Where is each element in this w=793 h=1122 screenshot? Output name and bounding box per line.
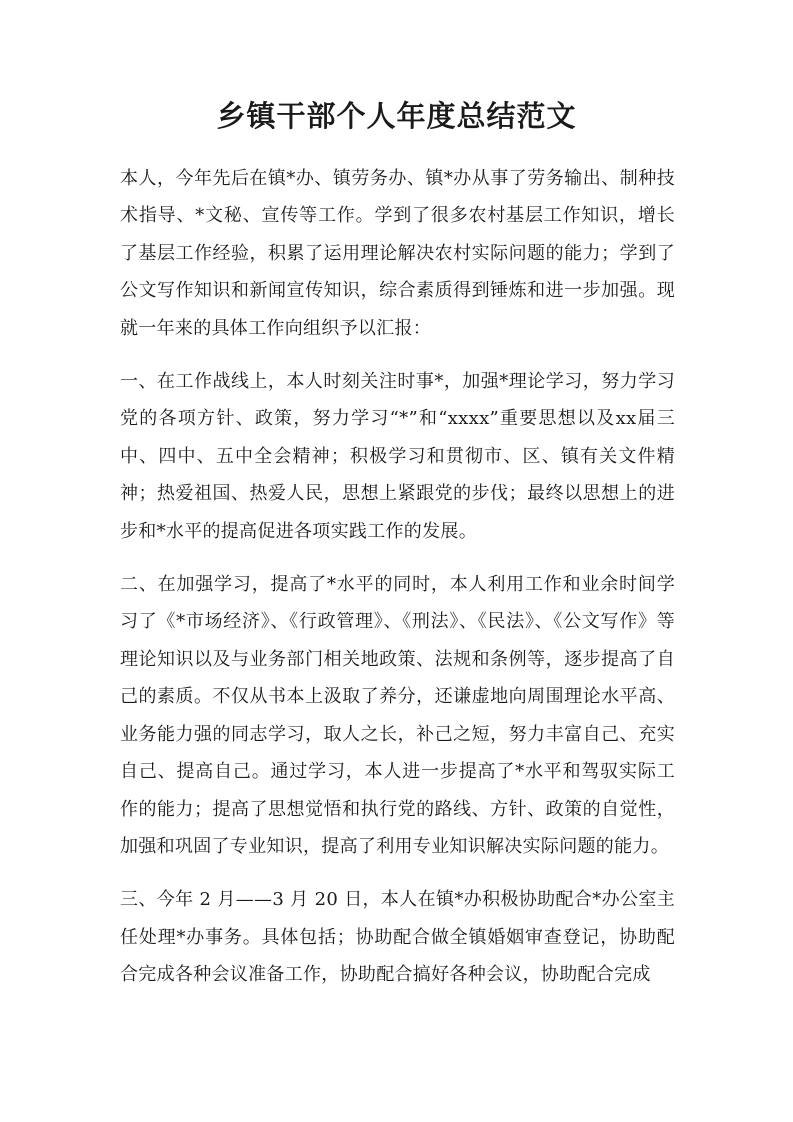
- paragraph-section-3: 三、今年 2 月——3 月 20 日，本人在镇*办积极协助配合*办公室主任处理*办事务。具体包括；协助配合做全镇婚姻审查登记，协助配合完成各种会议准备工作，协助配合搞好各种会议，协助配合完成: [120, 889, 675, 986]
- paragraph-intro: 本人，今年先后在镇*办、镇劳务办、镇*办从事了劳务输出、制种技术指导、*文秘、宣传等工作。学到了很多农村基层工作知识，增长了基层工作经验，积累了运用理论解决农村实际问题的能力；学到了公文写作知识和新闻宣传知识，综合素质得到锤炼和进一步加强。现就一年来的具体工作向组织予以汇报：: [120, 168, 675, 339]
- document-body: [120, 160, 675, 1010]
- paragraph-section-2: 二、在加强学习，提高了*水平的同时，本人利用工作和业余时间学习了《*市场经济》、《行政管理》、《刑法》、《民法》、《公文写作》等理论知识以及与业务部门相关地政策、法规和条例等，逐步提高了自己的素质。不仅从书本上汲取了养分，还谦虚地向周围理论水平高、业务能力强的同志学习，取人之长，补己之短，努力丰富自己、充实自己、提高自己。通过学习，本人进一步提高了*水平和驾驭实际工作的能力；提高了思想觉悟和执行党的路线、方针、政策的自觉性，加强和巩固了专业知识，提高了利用专业知识解决实际问题的能力。: [120, 574, 675, 857]
- document-title: 乡镇干部个人年度总结范文: [216, 99, 577, 133]
- paragraph-section-1: 一、在工作战线上，本人时刻关注时事*，加强*理论学习，努力学习党的各项方针、政策，努力学习“*”和“xxxx”重要思想以及xx届三中、四中、五中全会精神；积极学习和贯彻市、区、镇有关文件精神；热爱祖国、热爱人民，思想上紧跟党的步伐；最终以思想上的进步和*水平的提高促进各项实践工作的发展。: [120, 371, 675, 542]
